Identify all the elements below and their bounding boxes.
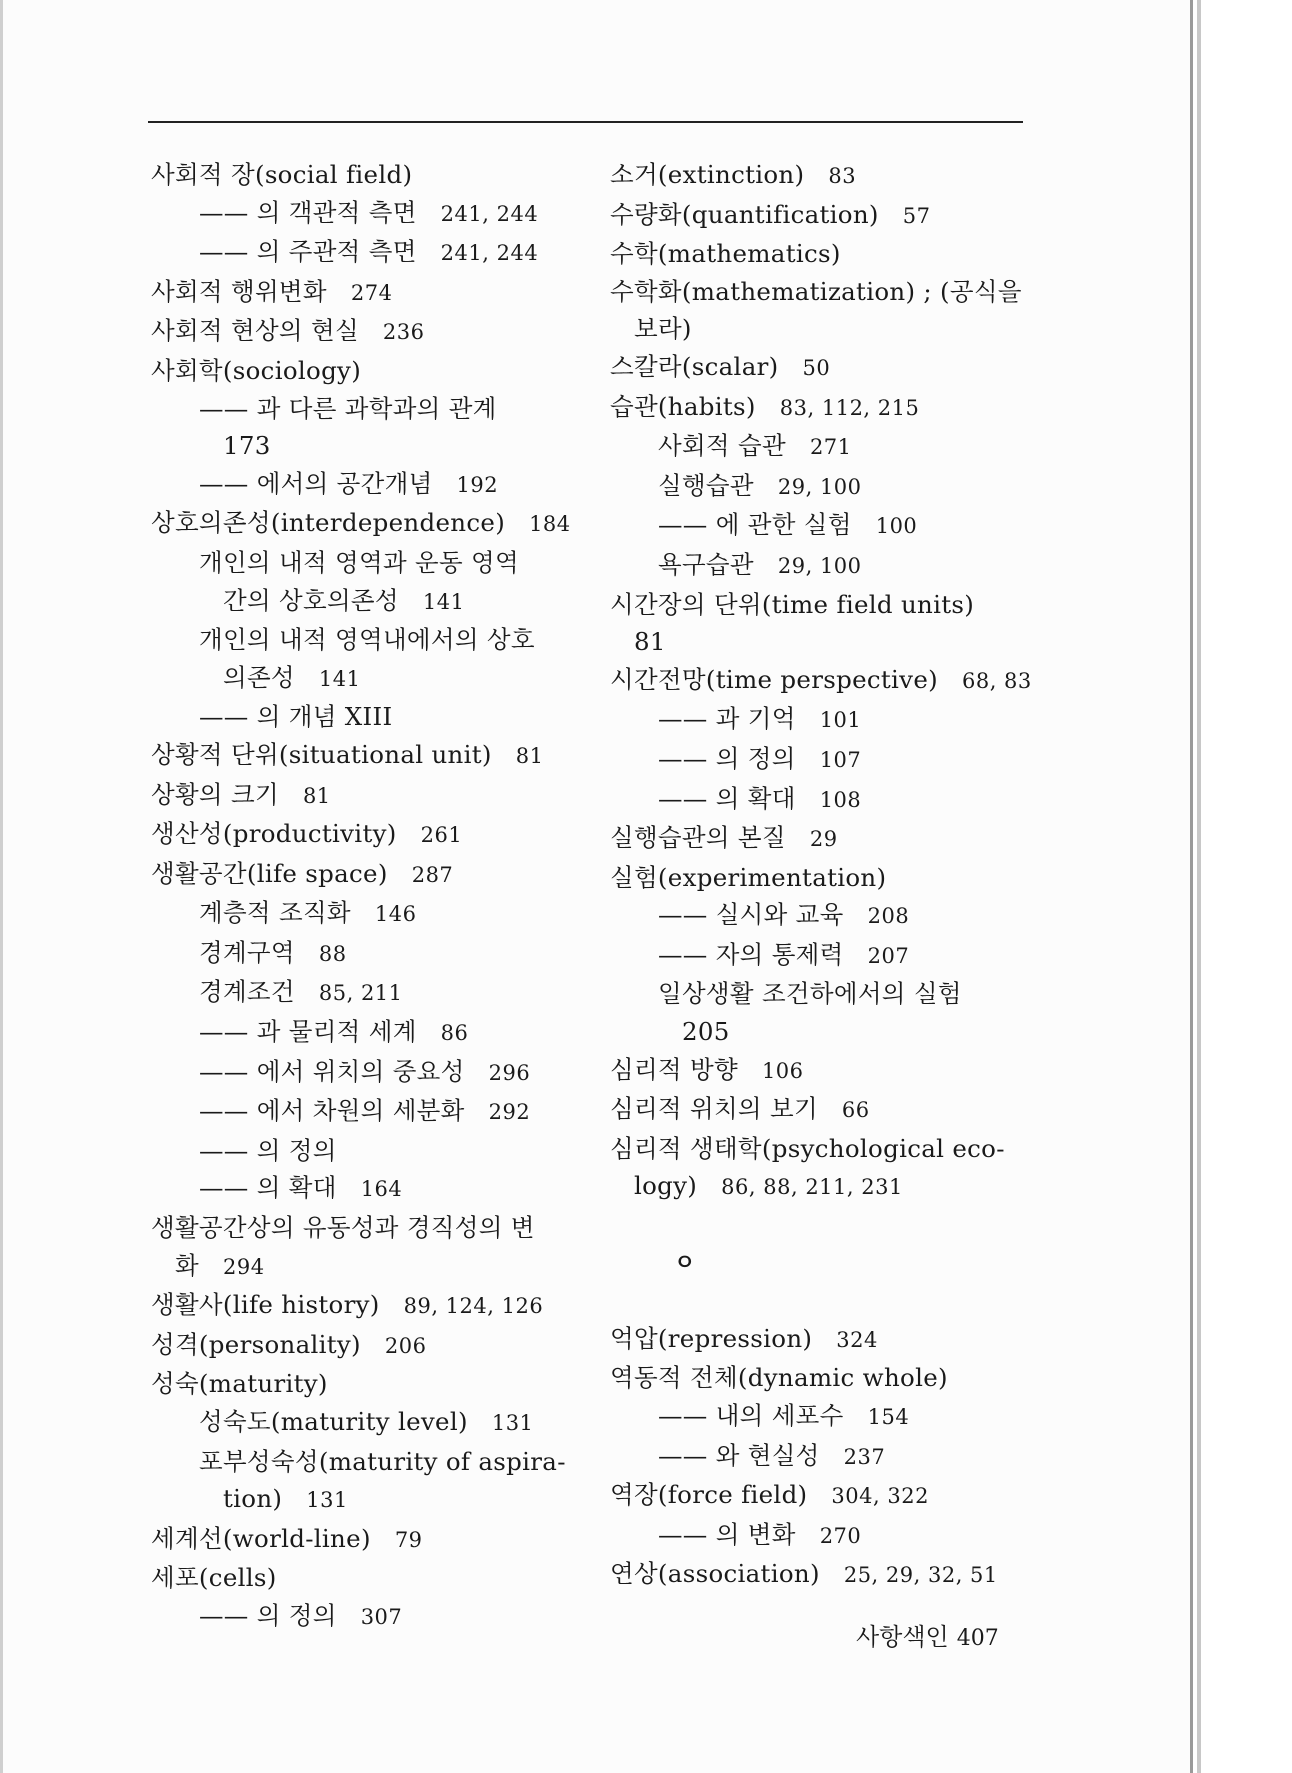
index-term: 사회적 장(social field): [151, 160, 413, 189]
index-page-refs: 261: [420, 823, 463, 848]
index-entry: [151, 1403, 571, 1443]
index-page-refs: 287: [411, 862, 454, 887]
index-term: 실행습관: [658, 470, 754, 500]
index-term: 수학화(mathematization) ; (공식을: [610, 276, 1022, 306]
index-term: 포부성숙성(maturity of aspira-: [199, 1446, 566, 1476]
index-term: —— 내의 세포수: [658, 1401, 844, 1430]
index-term: —— 에서 차원의 세분화: [199, 1096, 465, 1126]
index-entry: [151, 1286, 571, 1326]
index-term: 실행습관의 본질: [610, 823, 786, 853]
index-page-refs: 141: [422, 589, 465, 614]
index-term: —— 의 확대: [199, 1173, 337, 1203]
index-term: 사회적 현상의 현실: [151, 316, 359, 346]
index-term: 경계조건: [199, 977, 295, 1007]
index-term: 욕구습관: [658, 549, 754, 579]
index-entry: [610, 1013, 1030, 1051]
index-page-refs: 206: [384, 1333, 427, 1358]
index-page-refs: 108: [819, 787, 862, 812]
index-page-refs: 241, 244: [440, 201, 539, 226]
index-entry: [610, 700, 1030, 740]
index-term: 역동적 전체(dynamic whole): [610, 1363, 948, 1393]
index-page-refs: 57: [902, 203, 931, 228]
page-edge: [1197, 0, 1201, 1773]
index-page-refs: 154: [867, 1405, 910, 1429]
folio-label: 사항색인: [856, 1623, 949, 1651]
index-entry: [151, 582, 571, 622]
index-term: 의존성: [223, 662, 295, 692]
index-page-refs: 292: [488, 1100, 531, 1125]
index-entry: [151, 1597, 571, 1637]
index-term: —— 자의 통제력: [658, 939, 844, 969]
index-page-refs: 131: [306, 1488, 348, 1513]
index-page-refs: 107: [819, 747, 862, 772]
section-gap: [610, 1282, 1030, 1320]
index-entry: [610, 1476, 1030, 1516]
index-term: 시간전망(time perspective): [610, 664, 938, 694]
index-entry: [610, 506, 1030, 546]
index-page-refs: 100: [875, 514, 918, 539]
index-entry: [151, 1520, 571, 1560]
index-page-refs: 324: [836, 1327, 878, 1352]
index-term: 사회학(sociology): [151, 355, 362, 385]
index-term: —— 의 정의: [199, 1600, 337, 1630]
index-entry: [151, 352, 571, 390]
index-entry: [151, 1132, 571, 1170]
index-term: 간의 상호의존성: [223, 585, 399, 615]
index-page-refs: 307: [360, 1604, 403, 1629]
index-term: 심리적 방향: [610, 1054, 738, 1084]
index-term: 성격(personality): [151, 1329, 361, 1359]
index-term: 세포(cells): [151, 1563, 277, 1593]
index-term: 173: [223, 431, 271, 461]
index-entry: [610, 1167, 1030, 1207]
section-gap: [610, 1207, 1030, 1245]
index-entry: [151, 1365, 571, 1403]
index-entry: [151, 544, 571, 582]
index-page-refs: 81: [515, 743, 544, 768]
index-entry: [610, 427, 1030, 467]
index-term: 역장(force field): [610, 1480, 808, 1510]
index-term: 생활공간(life space): [151, 858, 388, 888]
index-entry: [610, 156, 1030, 196]
index-entry: [610, 273, 1030, 311]
index-entry: [610, 1051, 1030, 1091]
index-entry: [151, 736, 571, 776]
index-entry: [610, 235, 1030, 273]
index-entry: [151, 1443, 571, 1481]
index-entry: [610, 196, 1030, 236]
index-term: 실험(experimentation): [610, 862, 887, 892]
index-entry: [610, 1359, 1030, 1397]
index-term: 습관(habits): [610, 391, 756, 421]
header-rule: [148, 121, 1023, 123]
index-term: —— 의 객관적 측면: [199, 197, 417, 227]
index-term: 심리적 위치의 보기: [610, 1094, 818, 1124]
index-column-left: [151, 156, 571, 1637]
index-page-refs: 86: [440, 1021, 469, 1046]
index-page-refs: 50: [802, 355, 831, 380]
index-entry: [151, 973, 571, 1013]
index-term: 계층적 조직화: [199, 898, 351, 928]
index-entry: [151, 855, 571, 895]
index-entry: [610, 1320, 1030, 1360]
index-term: —— 과 다른 과학과의 관계: [199, 393, 497, 423]
index-entry: [610, 975, 1030, 1013]
index-term: 상황적 단위(situational unit): [151, 739, 492, 769]
index-term: 생활사(life history): [151, 1290, 380, 1320]
index-entry: [610, 388, 1030, 428]
index-term: 일상생활 조건하에서의 실험: [658, 979, 962, 1009]
index-term: 억압(repression): [610, 1323, 813, 1353]
index-term: 경계구역: [199, 937, 295, 967]
index-page-refs: 29: [809, 827, 838, 852]
index-term: —— 과 기억: [658, 704, 796, 734]
index-term: logy): [634, 1171, 698, 1201]
index-term: 시간장의 단위(time field units): [610, 589, 975, 619]
index-page-refs: 88: [318, 941, 347, 966]
index-entry: [151, 465, 571, 505]
index-term: 수학(mathematics): [610, 239, 841, 269]
index-entry: [151, 1209, 571, 1247]
index-entry: [610, 1130, 1030, 1168]
index-term: 성숙도(maturity level): [199, 1407, 468, 1436]
index-page-refs: 85, 211: [318, 981, 403, 1006]
index-term: 수량화(quantification): [610, 199, 879, 229]
index-term: 생활공간상의 유동성과 경직성의 변: [151, 1213, 535, 1243]
index-page-refs: 236: [382, 320, 425, 345]
index-term: 81: [634, 627, 666, 657]
index-page-refs: 241, 244: [440, 241, 539, 266]
index-page-refs: 86, 88, 211, 231: [721, 1175, 903, 1200]
index-entry: [151, 1092, 571, 1132]
index-entry: [151, 621, 571, 659]
index-entry: [151, 1169, 571, 1209]
index-entry: [151, 504, 571, 544]
index-entry: [151, 233, 571, 273]
index-term: 스칼라(scalar): [610, 351, 779, 381]
index-entry: [610, 546, 1030, 586]
index-entry: [151, 659, 571, 699]
index-term: —— 의 확대: [658, 783, 796, 813]
index-page-refs: 192: [456, 472, 499, 497]
index-page-refs: 68, 83: [961, 668, 1032, 693]
index-term: 사회적 습관: [658, 431, 786, 461]
index-entry: [610, 586, 1030, 624]
index-page-refs: 304, 322: [831, 1484, 929, 1509]
index-term: 상호의존성(interdependence): [151, 508, 506, 538]
index-entry: [151, 156, 571, 194]
index-term: 성숙(maturity): [151, 1369, 328, 1399]
index-term: 보라): [634, 314, 692, 344]
index-term: —— 와 현실성: [658, 1440, 820, 1470]
index-page-refs: 208: [867, 904, 910, 929]
index-page-refs: 270: [819, 1523, 862, 1548]
index-entry: [610, 859, 1030, 897]
index-page-refs: 141: [318, 666, 361, 691]
index-entry: [610, 661, 1030, 701]
index-term: —— 의 정의: [658, 743, 796, 773]
index-entry: [610, 936, 1030, 976]
index-entry: [610, 310, 1030, 348]
index-term: —— 에 관한 실험: [658, 510, 852, 540]
index-term: —— 의 변화: [658, 1519, 796, 1549]
index-term: 세계선(world-line): [151, 1523, 371, 1553]
index-term: 개인의 내적 영역과 운동 영역: [199, 547, 519, 577]
index-entry: [610, 467, 1030, 507]
index-page-refs: 271: [809, 435, 852, 460]
index-entry: [151, 934, 571, 974]
index-term: tion): [223, 1484, 283, 1514]
index-page-refs: 66: [841, 1098, 870, 1123]
index-page-refs: 164: [360, 1177, 403, 1202]
index-page-refs: 237: [843, 1444, 886, 1469]
index-column-right: [610, 156, 1030, 1595]
index-page-refs: 25, 29, 32, 51: [843, 1563, 998, 1588]
index-entry: [151, 1480, 571, 1520]
index-page-refs: 131: [491, 1411, 534, 1435]
index-entry: [151, 1559, 571, 1597]
index-entry: [151, 273, 571, 313]
index-term: —— 실시와 교육: [658, 900, 844, 930]
page-folio: [856, 1617, 999, 1652]
index-entry: [610, 1090, 1030, 1130]
index-entry: [151, 894, 571, 934]
index-page-refs: 29, 100: [777, 553, 862, 578]
index-term: 생산성(productivity): [151, 819, 397, 849]
index-entry: [610, 780, 1030, 820]
index-entry: [610, 740, 1030, 780]
index-entry: [151, 1326, 571, 1366]
index-term: —— 의 정의: [199, 1135, 337, 1165]
index-entry: [610, 1555, 1030, 1595]
index-page-refs: 83: [828, 164, 857, 188]
index-page-refs: 184: [529, 512, 571, 537]
index-term: —— 에서 위치의 중요성: [199, 1056, 465, 1086]
index-entry: [610, 1437, 1030, 1477]
index-term: —— 의 주관적 측면: [199, 237, 417, 267]
index-entry: [610, 348, 1030, 388]
index-entry: [151, 390, 571, 428]
index-page-refs: 207: [867, 943, 910, 968]
index-entry: [151, 815, 571, 855]
index-page-refs: 106: [761, 1058, 804, 1083]
index-entry: [151, 1053, 571, 1093]
index-entry: [610, 623, 1030, 661]
index-term: —— 의 개념 XIII: [199, 702, 393, 732]
index-page-refs: 81: [302, 783, 331, 808]
index-entry: [610, 896, 1030, 936]
index-term: 사회적 행위변화: [151, 276, 327, 306]
index-entry: [151, 312, 571, 352]
index-entry: [610, 1397, 1030, 1437]
index-page-refs: 294: [222, 1254, 265, 1279]
index-entry: [151, 194, 571, 234]
index-entry: [151, 1247, 571, 1287]
index-entry: [610, 819, 1030, 859]
index-page-refs: 89, 124, 126: [403, 1294, 544, 1319]
index-term: 205: [682, 1017, 730, 1047]
index-page-refs: 79: [394, 1527, 423, 1552]
index-page-refs: 101: [819, 708, 862, 733]
index-page-refs: 83, 112, 215: [779, 395, 920, 420]
index-page-refs: 146: [374, 902, 417, 927]
index-page-refs: 296: [488, 1060, 531, 1085]
index-entry: [151, 427, 571, 465]
index-term: 상황의 크기: [151, 779, 279, 809]
index-page-refs: 274: [350, 280, 393, 305]
index-term: 연상(association): [610, 1559, 820, 1589]
page-number: 407: [956, 1626, 999, 1651]
index-entry: [151, 1013, 571, 1053]
index-entry: [151, 776, 571, 816]
index-term: —— 에서의 공간개념: [199, 468, 433, 498]
index-page-refs: 29, 100: [777, 474, 862, 499]
index-term: 심리적 생태학(psychological eco-: [610, 1133, 1005, 1163]
section-letter: ㅇ: [674, 1250, 696, 1276]
index-term: 화: [175, 1250, 199, 1280]
index-term: —— 과 물리적 세계: [199, 1017, 417, 1047]
index-entry: [610, 1516, 1030, 1556]
index-term: 소거(extinction): [610, 160, 805, 189]
index-entry: [151, 698, 571, 736]
index-term: 개인의 내적 영역내에서의 상호: [199, 625, 535, 655]
